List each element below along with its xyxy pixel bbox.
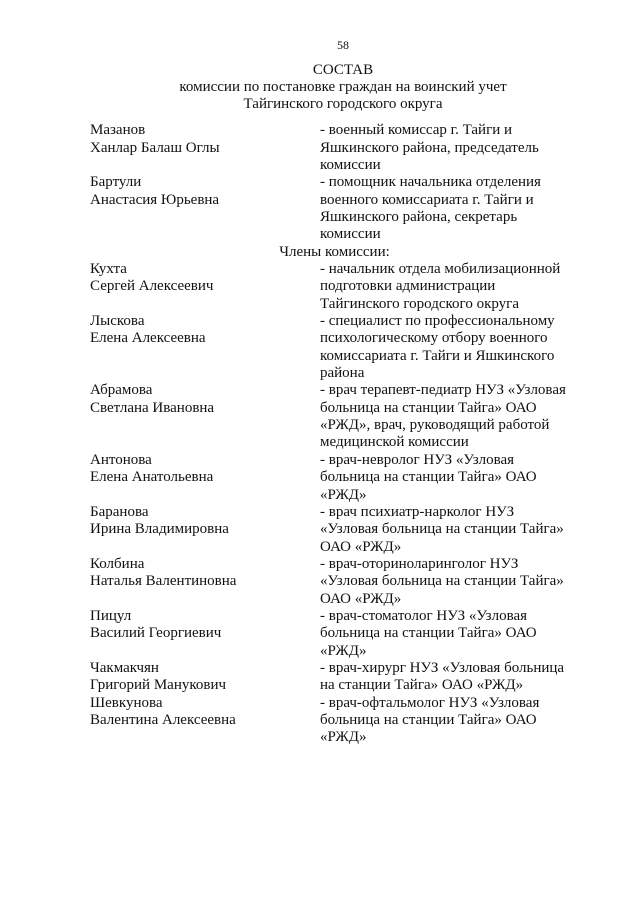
surname: Мазанов <box>90 122 146 139</box>
person-role <box>320 452 596 504</box>
person-name <box>90 504 320 556</box>
role-line: комиссариата г. Тайги и Яшкинского <box>320 347 555 364</box>
role-line: психологическому отбору военного <box>320 330 548 347</box>
role-line: больница на станции Тайга» ОАО <box>320 469 537 486</box>
role-line: «РЖД» <box>320 642 367 659</box>
role-line: - специалист по профессиональному <box>320 313 555 330</box>
surname: Бартули <box>90 174 142 191</box>
role-line: больница на станции Тайга» ОАО <box>320 625 537 642</box>
person-role <box>320 174 596 243</box>
person-role <box>320 695 596 747</box>
role-line: «РЖД», врач, руководящий работой <box>320 417 550 434</box>
person-role <box>320 504 596 556</box>
member-entry <box>90 608 596 660</box>
person-role <box>320 122 596 174</box>
page-number: 58 <box>337 38 349 52</box>
person-role <box>320 261 596 313</box>
given-names: Ирина Владимировна <box>90 521 229 538</box>
given-names: Сергей Алексеевич <box>90 278 214 295</box>
chairman-entry <box>90 122 596 174</box>
surname: Лыскова <box>90 313 145 330</box>
role-line: «РЖД» <box>320 729 367 746</box>
member-entry <box>90 695 596 747</box>
member-entry <box>90 452 596 504</box>
role-line: больница на станции Тайга» ОАО <box>320 399 537 416</box>
person-name <box>90 556 320 608</box>
person-name <box>90 261 320 313</box>
role-line: Тайгинского городского округа <box>320 295 519 312</box>
role-line: ОАО «РЖД» <box>320 590 402 607</box>
role-line: медицинской комиссии <box>320 434 469 451</box>
role-line: района <box>320 365 365 382</box>
given-names: Елена Алексеевна <box>90 330 206 347</box>
member-entry <box>90 504 596 556</box>
given-names: Ханлар Балаш Оглы <box>90 139 220 156</box>
role-line: - врач-офтальмолог НУЗ «Узловая <box>320 694 540 711</box>
person-role <box>320 556 596 608</box>
surname: Абрамова <box>90 382 153 399</box>
person-role <box>320 313 596 382</box>
person-name <box>90 660 320 695</box>
member-entry <box>90 261 596 313</box>
surname: Кухта <box>90 261 127 278</box>
role-line: - врач-оториноларинголог НУЗ <box>320 555 519 572</box>
commission-roster <box>90 122 596 746</box>
person-role <box>320 382 596 451</box>
surname: Антонова <box>90 451 152 468</box>
role-line: комиссии <box>320 156 381 173</box>
role-line: «Узловая больница на станции Тайга» <box>320 521 564 538</box>
title-subtitle-line: Тайгинского городского округа <box>243 95 443 112</box>
given-names: Светлана Ивановна <box>90 399 215 416</box>
surname: Баранова <box>90 503 149 520</box>
given-names: Елена Анатольевна <box>90 469 214 486</box>
role-line: - врач терапевт-педиатр НУЗ «Узловая <box>320 382 566 399</box>
role-line: - врач-невролог НУЗ «Узловая <box>320 451 515 468</box>
person-role <box>320 660 596 695</box>
given-names: Василий Георгиевич <box>90 625 222 642</box>
given-names: Анастасия Юрьевна <box>90 191 220 208</box>
member-entry <box>90 313 596 382</box>
role-line: на станции Тайга» ОАО «РЖД» <box>320 677 524 694</box>
role-line: комиссии <box>320 226 381 243</box>
role-line: Яшкинского района, председатель <box>320 139 539 156</box>
title-subtitle-line: комиссии по постановке граждан на воинский учет <box>179 78 507 95</box>
role-line: Яшкинского района, секретарь <box>320 209 518 226</box>
role-line: больница на станции Тайга» ОАО <box>320 711 537 728</box>
role-line: - врач-стоматолог НУЗ «Узловая <box>320 607 528 624</box>
person-role <box>320 608 596 660</box>
document-title <box>90 62 596 113</box>
role-line: военного комиссариата г. Тайги и <box>320 191 534 208</box>
role-line: - врач-хирург НУЗ «Узловая больница <box>320 659 565 676</box>
person-name <box>90 313 320 382</box>
given-names: Григорий Манукович <box>90 677 227 694</box>
member-entry <box>90 660 596 695</box>
person-name <box>90 174 320 243</box>
surname: Шевкунова <box>90 694 163 711</box>
given-names: Наталья Валентиновна <box>90 573 237 590</box>
surname: Колбина <box>90 555 145 572</box>
title-heading: СОСТАВ <box>312 61 374 78</box>
surname: Пицул <box>90 607 132 624</box>
role-line: «РЖД» <box>320 486 367 503</box>
person-name <box>90 122 320 174</box>
person-name <box>90 382 320 451</box>
person-name <box>90 695 320 747</box>
member-entry <box>90 382 596 451</box>
role-line: - врач психиатр-нарколог НУЗ <box>320 503 515 520</box>
person-name <box>90 452 320 504</box>
role-line: - начальник отдела мобилизационной <box>320 261 561 278</box>
secretary-entry <box>90 174 596 243</box>
role-line: «Узловая больница на станции Тайга» <box>320 573 564 590</box>
role-line: ОАО «РЖД» <box>320 538 402 555</box>
given-names: Валентина Алексеевна <box>90 711 236 728</box>
role-line: подготовки администрации <box>320 278 496 295</box>
role-line: - военный комиссар г. Тайги и <box>320 122 513 139</box>
member-entry <box>90 556 596 608</box>
person-name <box>90 608 320 660</box>
role-line: - помощник начальника отделения <box>320 174 541 191</box>
members-heading: Члены комиссии: <box>279 243 390 260</box>
surname: Чакмакчян <box>90 659 159 676</box>
